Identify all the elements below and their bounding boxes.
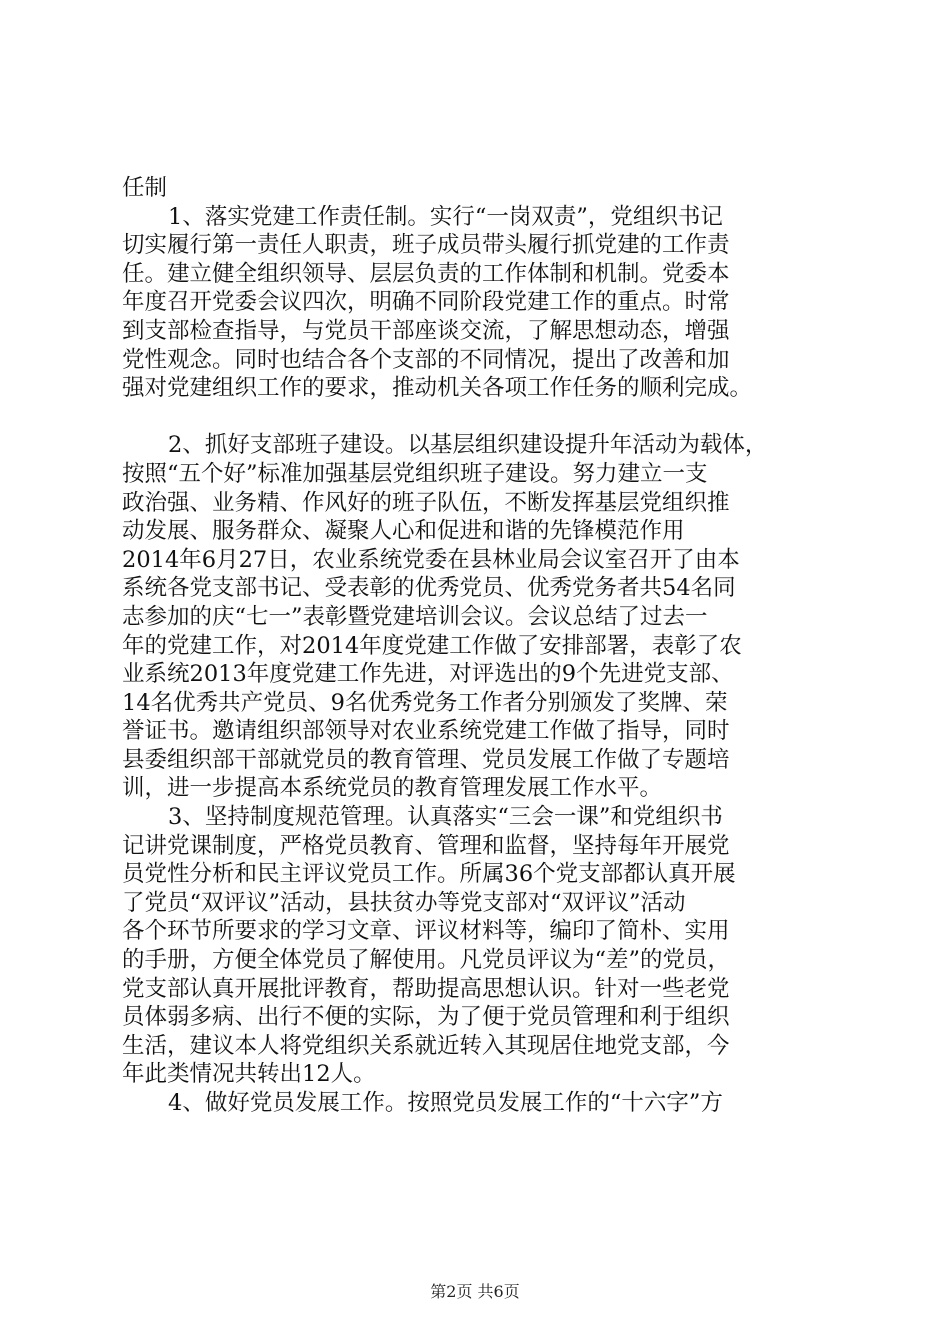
paragraph-2-start: 2、抓好支部班子建设。以基层组织建设提升年活动为载体， bbox=[168, 432, 768, 459]
text-line: 了党员“双评议”活动，县扶贫办等党支部对“双评议”活动 bbox=[122, 889, 686, 916]
text-line: 党支部认真开展批评教育，帮助提高思想认识。针对一些老党 bbox=[122, 975, 730, 1002]
text-line: 按照“五个好”标准加强基层党组织班子建设。努力建立一支 bbox=[122, 460, 708, 487]
text-line: 的手册，方便全体党员了解使用。凡党员评议为“差”的党员， bbox=[122, 947, 731, 974]
text-line: 县委组织部干部就党员的教育管理、党员发展工作做了专题培 bbox=[122, 746, 730, 773]
text-line: 员体弱多病、出行不便的实际，为了便于党员管理和利于组织 bbox=[122, 1004, 730, 1031]
paragraph-1-start: 1、落实党建工作责任制。实行“一岗双责”，党组织书记 bbox=[168, 203, 723, 230]
text-line: 年的党建工作，对2014年度党建工作做了安排部署，表彰了农 bbox=[122, 632, 742, 659]
document-body bbox=[122, 174, 834, 1118]
text-line: 年此类情况共转出12人。 bbox=[122, 1061, 376, 1088]
text-line: 2014年6月27日，农业系统党委在县林业局会议室召开了由本 bbox=[122, 546, 740, 573]
text-line: 政治强、业务精、作风好的班子队伍，不断发挥基层党组织推 bbox=[122, 489, 730, 516]
text-line: 业系统2013年度党建工作先进，对评选出的9个先进党支部、 bbox=[122, 661, 734, 688]
text-line: 任制 bbox=[122, 175, 168, 201]
paragraph-3-start: 3、坚持制度规范管理。认真落实“三会一课”和党组织书 bbox=[168, 804, 723, 831]
text-line: 强对党建组织工作的要求，推动机关各项工作任务的顺利完成。 bbox=[122, 375, 753, 402]
paragraph-gap bbox=[122, 403, 834, 432]
text-line: 誉证书。邀请组织部领导对农业系统党建工作做了指导，同时 bbox=[122, 718, 730, 745]
text-line: 14名优秀共产党员、9名优秀党务工作者分别颁发了奖牌、荣 bbox=[122, 689, 728, 716]
page-number-label: 第2页 共6页 bbox=[430, 1282, 520, 1301]
text-line: 记讲党课制度，严格党员教育、管理和监督，坚持每年开展党 bbox=[122, 832, 730, 859]
text-line: 切实履行第一责任人职责，班子成员带头履行抓党建的工作责 bbox=[122, 232, 730, 259]
text-line: 党性观念。同时也结合各个支部的不同情况，提出了改善和加 bbox=[122, 346, 730, 373]
text-line: 任。建立健全组织领导、层层负责的工作体制和机制。党委本 bbox=[122, 260, 730, 287]
text-line: 志参加的庆“七一”表彰暨党建培训会议。会议总结了过去一 bbox=[122, 603, 708, 630]
text-line: 各个环节所要求的学习文章、评议材料等，编印了简朴、实用 bbox=[122, 918, 730, 945]
text-line: 年度召开党委会议四次，明确不同阶段党建工作的重点。时常 bbox=[122, 289, 730, 316]
text-line: 训，进一步提高本系统党员的教育管理发展工作水平。 bbox=[122, 775, 663, 802]
text-line: 到支部检查指导，与党员干部座谈交流，了解思想动态，增强 bbox=[122, 317, 730, 344]
text-line: 动发展、服务群众、凝聚人心和促进和谐的先锋模范作用 bbox=[122, 518, 685, 545]
page-footer bbox=[0, 1282, 950, 1302]
paragraph-4-start: 4、做好党员发展工作。按照党员发展工作的“十六字”方 bbox=[168, 1090, 723, 1116]
text-line: 生活，建议本人将党组织关系就近转入其现居住地党支部，今 bbox=[122, 1032, 730, 1059]
text-line: 员党性分析和民主评议党员工作。所属36个党支部都认真开展 bbox=[122, 861, 736, 888]
text-line: 系统各党支部书记、受表彰的优秀党员、优秀党务者共54名同 bbox=[122, 575, 736, 602]
